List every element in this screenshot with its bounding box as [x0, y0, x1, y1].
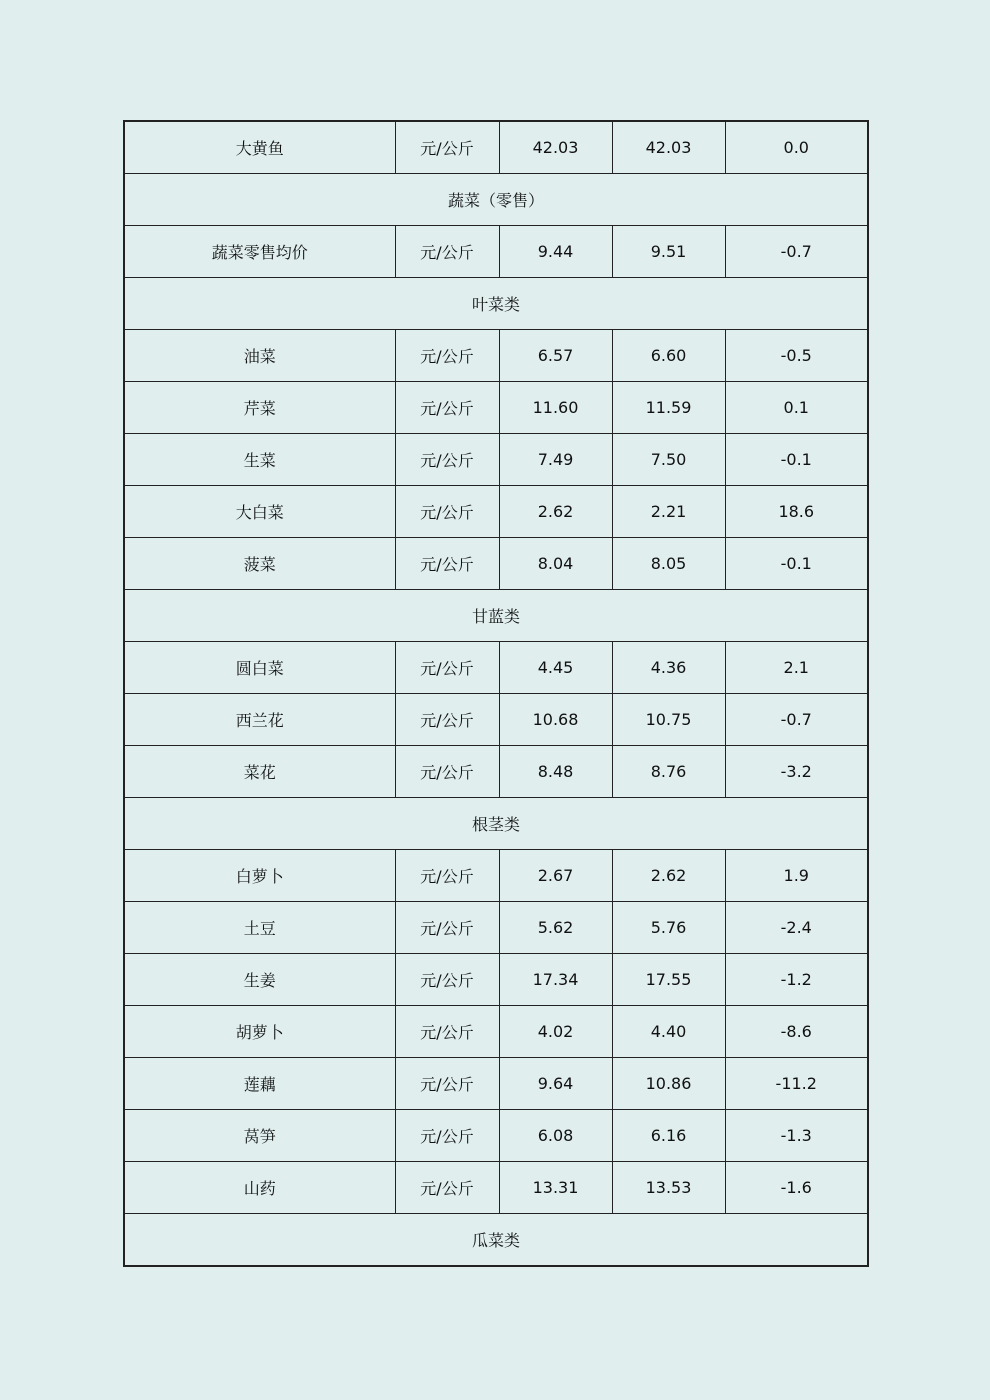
table-row — [124, 121, 868, 174]
table-row — [124, 1162, 868, 1214]
unit-cell: 元/公斤 — [395, 642, 499, 694]
previous-price-cell: 42.03 — [612, 121, 725, 174]
change-percent-cell: -0.1 — [725, 538, 868, 590]
previous-price-cell: 2.21 — [612, 486, 725, 538]
change-percent-cell: 18.6 — [725, 486, 868, 538]
table-row — [124, 538, 868, 590]
change-percent-cell: -2.4 — [725, 902, 868, 954]
previous-price-cell: 7.50 — [612, 434, 725, 486]
previous-price-cell: 6.60 — [612, 330, 725, 382]
change-percent-cell: -1.6 — [725, 1162, 868, 1214]
item-name-cell: 菜花 — [124, 746, 395, 798]
item-name-cell: 西兰花 — [124, 694, 395, 746]
table-row — [124, 226, 868, 278]
change-percent-cell: -0.5 — [725, 330, 868, 382]
unit-cell: 元/公斤 — [395, 330, 499, 382]
unit-cell: 元/公斤 — [395, 850, 499, 902]
table-row — [124, 434, 868, 486]
unit-cell: 元/公斤 — [395, 1110, 499, 1162]
current-price-cell: 13.31 — [499, 1162, 612, 1214]
current-price-cell: 42.03 — [499, 121, 612, 174]
table-row — [124, 1058, 868, 1110]
section-title: 瓜菜类 — [124, 1214, 868, 1267]
table-row — [124, 1006, 868, 1058]
previous-price-cell: 11.59 — [612, 382, 725, 434]
change-percent-cell: 0.1 — [725, 382, 868, 434]
previous-price-cell: 9.51 — [612, 226, 725, 278]
section-header-row — [124, 590, 868, 642]
unit-cell: 元/公斤 — [395, 121, 499, 174]
item-name-cell: 莲藕 — [124, 1058, 395, 1110]
current-price-cell: 4.02 — [499, 1006, 612, 1058]
current-price-cell: 11.60 — [499, 382, 612, 434]
table-row — [124, 330, 868, 382]
item-name-cell: 生菜 — [124, 434, 395, 486]
section-header-row — [124, 174, 868, 226]
previous-price-cell: 17.55 — [612, 954, 725, 1006]
unit-cell: 元/公斤 — [395, 486, 499, 538]
current-price-cell: 5.62 — [499, 902, 612, 954]
change-percent-cell: -11.2 — [725, 1058, 868, 1110]
current-price-cell: 6.57 — [499, 330, 612, 382]
current-price-cell: 4.45 — [499, 642, 612, 694]
table-row — [124, 486, 868, 538]
unit-cell: 元/公斤 — [395, 382, 499, 434]
change-percent-cell: 2.1 — [725, 642, 868, 694]
unit-cell: 元/公斤 — [395, 746, 499, 798]
change-percent-cell: -0.1 — [725, 434, 868, 486]
section-header-row — [124, 798, 868, 850]
section-header-row — [124, 278, 868, 330]
unit-cell: 元/公斤 — [395, 1162, 499, 1214]
price-table-body — [124, 121, 868, 1266]
current-price-cell: 8.48 — [499, 746, 612, 798]
section-title: 蔬菜（零售） — [124, 174, 868, 226]
section-title: 甘蓝类 — [124, 590, 868, 642]
current-price-cell: 9.64 — [499, 1058, 612, 1110]
current-price-cell: 2.62 — [499, 486, 612, 538]
table-row — [124, 382, 868, 434]
previous-price-cell: 8.05 — [612, 538, 725, 590]
table-row — [124, 1110, 868, 1162]
previous-price-cell: 8.76 — [612, 746, 725, 798]
unit-cell: 元/公斤 — [395, 1058, 499, 1110]
unit-cell: 元/公斤 — [395, 902, 499, 954]
table-row — [124, 694, 868, 746]
table-row — [124, 642, 868, 694]
unit-cell: 元/公斤 — [395, 954, 499, 1006]
section-title: 根茎类 — [124, 798, 868, 850]
item-name-cell: 大黄鱼 — [124, 121, 395, 174]
item-name-cell: 山药 — [124, 1162, 395, 1214]
change-percent-cell: -0.7 — [725, 694, 868, 746]
change-percent-cell: 1.9 — [725, 850, 868, 902]
item-name-cell: 白萝卜 — [124, 850, 395, 902]
item-name-cell: 生姜 — [124, 954, 395, 1006]
table-row — [124, 746, 868, 798]
change-percent-cell: -3.2 — [725, 746, 868, 798]
section-title: 叶菜类 — [124, 278, 868, 330]
section-header-row — [124, 1214, 868, 1267]
current-price-cell: 2.67 — [499, 850, 612, 902]
previous-price-cell: 13.53 — [612, 1162, 725, 1214]
change-percent-cell: -1.2 — [725, 954, 868, 1006]
current-price-cell: 6.08 — [499, 1110, 612, 1162]
item-name-cell: 土豆 — [124, 902, 395, 954]
change-percent-cell: 0.0 — [725, 121, 868, 174]
item-name-cell: 胡萝卜 — [124, 1006, 395, 1058]
change-percent-cell: -8.6 — [725, 1006, 868, 1058]
unit-cell: 元/公斤 — [395, 694, 499, 746]
unit-cell: 元/公斤 — [395, 1006, 499, 1058]
item-name-cell: 大白菜 — [124, 486, 395, 538]
unit-cell: 元/公斤 — [395, 434, 499, 486]
change-percent-cell: -1.3 — [725, 1110, 868, 1162]
current-price-cell: 9.44 — [499, 226, 612, 278]
current-price-cell: 17.34 — [499, 954, 612, 1006]
item-name-cell: 圆白菜 — [124, 642, 395, 694]
table-row — [124, 954, 868, 1006]
previous-price-cell: 4.40 — [612, 1006, 725, 1058]
previous-price-cell: 2.62 — [612, 850, 725, 902]
table-row — [124, 850, 868, 902]
current-price-cell: 8.04 — [499, 538, 612, 590]
item-name-cell: 菠菜 — [124, 538, 395, 590]
unit-cell: 元/公斤 — [395, 538, 499, 590]
previous-price-cell: 10.86 — [612, 1058, 725, 1110]
price-table — [123, 120, 869, 1267]
item-name-cell: 莴笋 — [124, 1110, 395, 1162]
previous-price-cell: 10.75 — [612, 694, 725, 746]
current-price-cell: 7.49 — [499, 434, 612, 486]
change-percent-cell: -0.7 — [725, 226, 868, 278]
previous-price-cell: 4.36 — [612, 642, 725, 694]
previous-price-cell: 5.76 — [612, 902, 725, 954]
unit-cell: 元/公斤 — [395, 226, 499, 278]
item-name-cell: 蔬菜零售均价 — [124, 226, 395, 278]
previous-price-cell: 6.16 — [612, 1110, 725, 1162]
item-name-cell: 芹菜 — [124, 382, 395, 434]
current-price-cell: 10.68 — [499, 694, 612, 746]
table-row — [124, 902, 868, 954]
item-name-cell: 油菜 — [124, 330, 395, 382]
